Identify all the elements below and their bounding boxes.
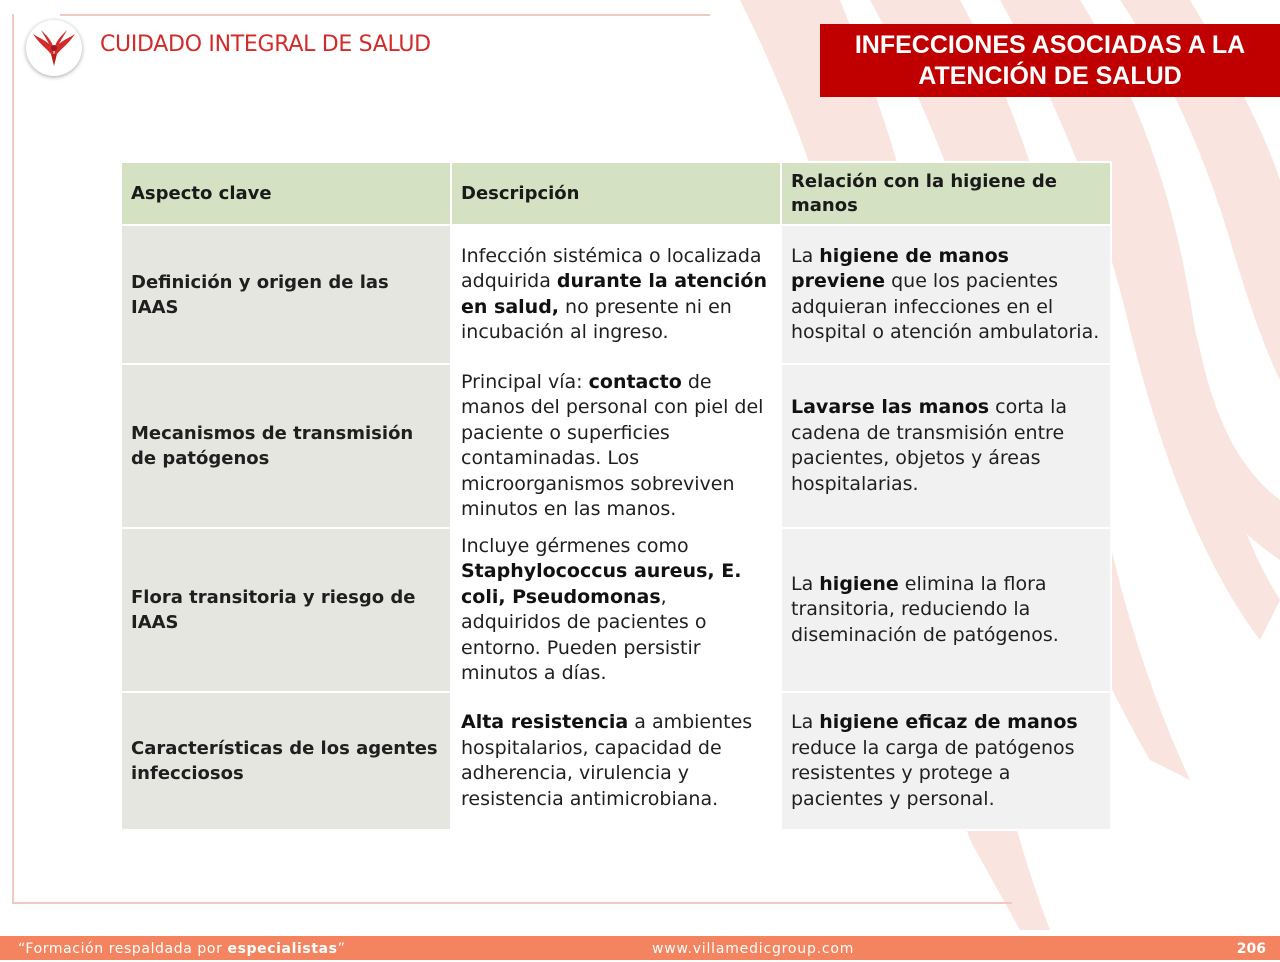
emphasis-text: durante la atención en salud, — [461, 270, 767, 318]
text-run: reduce la carga de patógenos resistentes y protege a pacientes y personal. — [791, 736, 1075, 810]
page-title — [820, 24, 1280, 97]
frame-bottom-line — [12, 902, 1012, 904]
emphasis-text: Alta resistencia — [461, 711, 629, 733]
emphasis-text: higiene eficaz de manos — [819, 711, 1078, 733]
footer-tagline — [18, 936, 345, 962]
page-title-line-1: INFECCIONES ASOCIADAS A LA — [854, 30, 1246, 59]
row-hygiene-relation — [781, 225, 1111, 364]
row-hygiene-relation — [781, 364, 1111, 528]
text-run: , adquiridos de pacientes o entorno. Pueden persistir minutos a días. — [461, 585, 707, 684]
row-key: Características de los agentes infecciosos — [121, 692, 451, 830]
table-header-row — [121, 162, 1111, 225]
footer-tagline-bold: especialistas — [227, 941, 338, 957]
page-number: 206 — [1236, 941, 1266, 957]
iaas-table — [120, 161, 1112, 831]
table-row — [121, 225, 1111, 364]
text-run: elimina la flora transitoria, reduciendo la diseminación de patógenos. — [791, 572, 1059, 646]
emphasis-text: contacto — [588, 370, 682, 393]
column-header-hygiene: Relación con la higiene de manos — [781, 162, 1111, 225]
page-title-line-2: ATENCIÓN DE SALUD — [918, 61, 1182, 90]
logo — [26, 20, 82, 76]
brand-title: CUIDADO INTEGRAL DE SALUD — [100, 32, 431, 57]
text-run: La — [791, 711, 820, 733]
emphasis-text: higiene de manos previene — [791, 244, 1009, 292]
emphasis-text: Staphylococcus aureus, E. coli, Pseudomonas — [461, 560, 742, 608]
text-run: Incluye gérmenes como — [461, 534, 689, 557]
row-description — [451, 692, 781, 830]
frame-top-line — [60, 14, 710, 16]
emphasis-text: Lavarse las manos — [791, 396, 990, 418]
text-run: corta la cadena de transmisión entre pacientes, objetos y áreas hospitalarias. — [791, 396, 1068, 495]
text-run: no presente ni en incubación al ingreso. — [461, 295, 732, 343]
row-description — [451, 528, 781, 692]
column-header-description: Descripción — [451, 162, 781, 225]
footer-tagline-start: “Formación respaldada por — [18, 941, 228, 957]
row-key: Flora transitoria y riesgo de IAAS — [121, 528, 451, 692]
footer-bar — [0, 936, 1280, 960]
footer-tagline-end: ” — [337, 941, 346, 957]
row-description — [451, 364, 781, 528]
table-row — [121, 364, 1111, 528]
row-description — [451, 225, 781, 364]
text-run: de manos del personal con piel del paciente o superficies contaminadas. Los microorganismos sobreviven minutos en las manos. — [461, 370, 764, 520]
table-row — [121, 692, 1111, 830]
frame-left-line — [12, 14, 14, 904]
footer-website-link[interactable]: www.villamedicgroup.com — [652, 941, 855, 957]
row-hygiene-relation — [781, 528, 1111, 692]
text-run: a ambientes hospitalarios, capacidad de adherencia, virulencia y resistencia antimicrobiana. — [461, 711, 753, 810]
table-row — [121, 528, 1111, 692]
phoenix-logo-icon — [31, 28, 77, 68]
row-key: Mecanismos de transmisión de patógenos — [121, 364, 451, 528]
text-run: La — [791, 572, 820, 595]
text-run: La — [791, 244, 820, 267]
column-header-aspect: Aspecto clave — [121, 162, 451, 225]
text-run: Principal vía: — [461, 370, 589, 393]
row-key: Definición y origen de las IAAS — [121, 225, 451, 364]
emphasis-text: higiene — [819, 572, 899, 595]
text-run: que los pacientes adquieran infecciones en el hospital o atención ambulatoria. — [791, 270, 1100, 343]
row-hygiene-relation — [781, 692, 1111, 830]
text-run: Infección sistémica o localizada adquirida — [461, 244, 762, 292]
